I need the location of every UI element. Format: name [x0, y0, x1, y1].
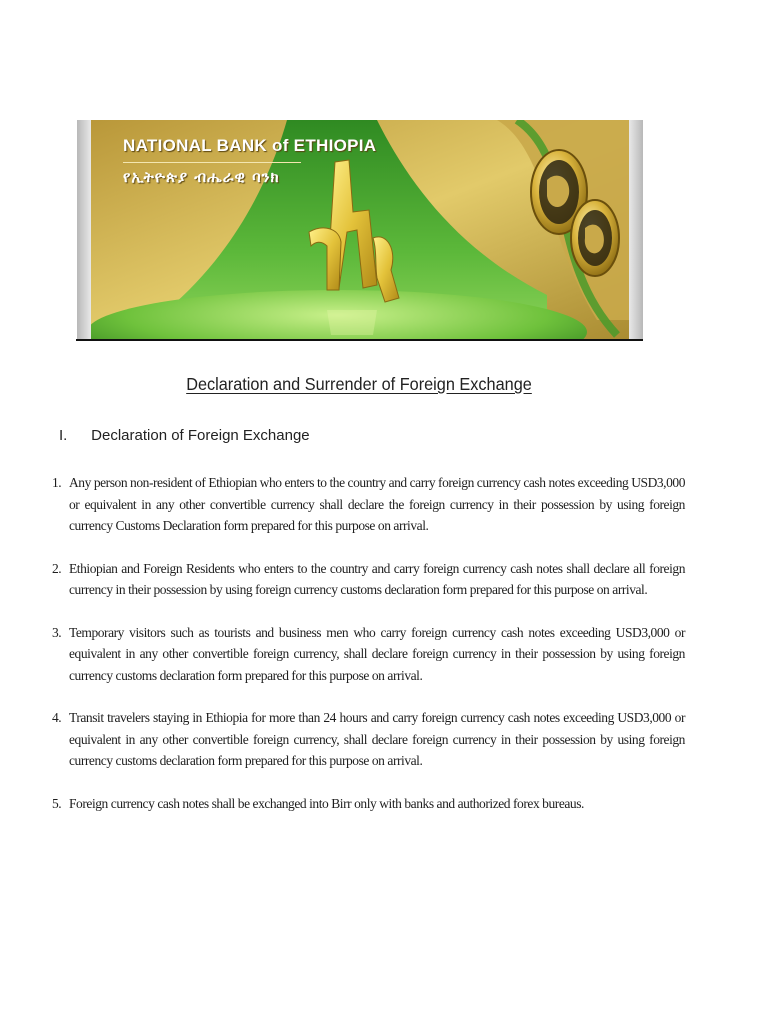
list-item-text: Transit travelers staying in Ethiopia for more than 24 hours and carry foreign currency cash notes exceeding USD3,000 or equivalent in any other convertible foreign currency, shall declare foreign currency in their possession by using foreign currency customs declaration form prepared for this purpose on arrival. [69, 710, 685, 768]
list-item-number: 2. [52, 560, 62, 576]
banner-underline [76, 339, 643, 341]
list-item-number: 5. [52, 795, 62, 811]
list-item-text: Any person non-resident of Ethiopian who enters to the country and carry foreign currency cash notes exceeding USD3,000 or equivalent in any other convertible currency shall declare the foreign currency in their possession by using foreign currency Customs Declaration form prepared for this purpose on arrival. [69, 475, 685, 533]
list-item [52, 622, 685, 687]
list-item-number: 3. [52, 624, 62, 640]
banner-right-frame [629, 120, 643, 340]
list-item-number: 4. [52, 710, 62, 725]
list-item-number: 1. [52, 475, 62, 490]
coin-icon [571, 200, 619, 276]
declaration-list [52, 472, 685, 835]
list-item [52, 707, 685, 772]
list-item [52, 472, 685, 537]
list-item [52, 558, 685, 601]
banner-left-frame [77, 120, 91, 340]
banner-divider [123, 162, 301, 163]
list-item-text: Temporary visitors such as tourists and business men who carry foreign currency cash notes exceeding USD3,000 or equivalent in any other convertible foreign currency, shall declare foreign currency in their possession by using foreign currency customs declaration form prepared for this purpose on arrival. [69, 624, 685, 683]
section-heading-text: Declaration of Foreign Exchange [91, 427, 310, 444]
bank-name-amharic: የኢትዮጵያ ብሔራዊ ባንክ [123, 168, 280, 186]
section-heading [59, 427, 310, 444]
list-item-text: Foreign currency cash notes shall be exchanged into Birr only with banks and authorized forex bureaus. [69, 795, 584, 811]
document-title: Declaration and Surrender of Foreign Exchange [186, 374, 532, 394]
list-item [52, 793, 685, 815]
section-number: I. [59, 427, 68, 444]
list-item-text: Ethiopian and Foreign Residents who enters to the country and carry foreign currency cash notes shall declare all foreign currency in their possession by using foreign currency customs declaration form prepared for this purpose on arrival. [69, 560, 685, 597]
bank-name: NATIONAL BANK of ETHIOPIA [123, 136, 377, 155]
header-banner [77, 120, 643, 340]
